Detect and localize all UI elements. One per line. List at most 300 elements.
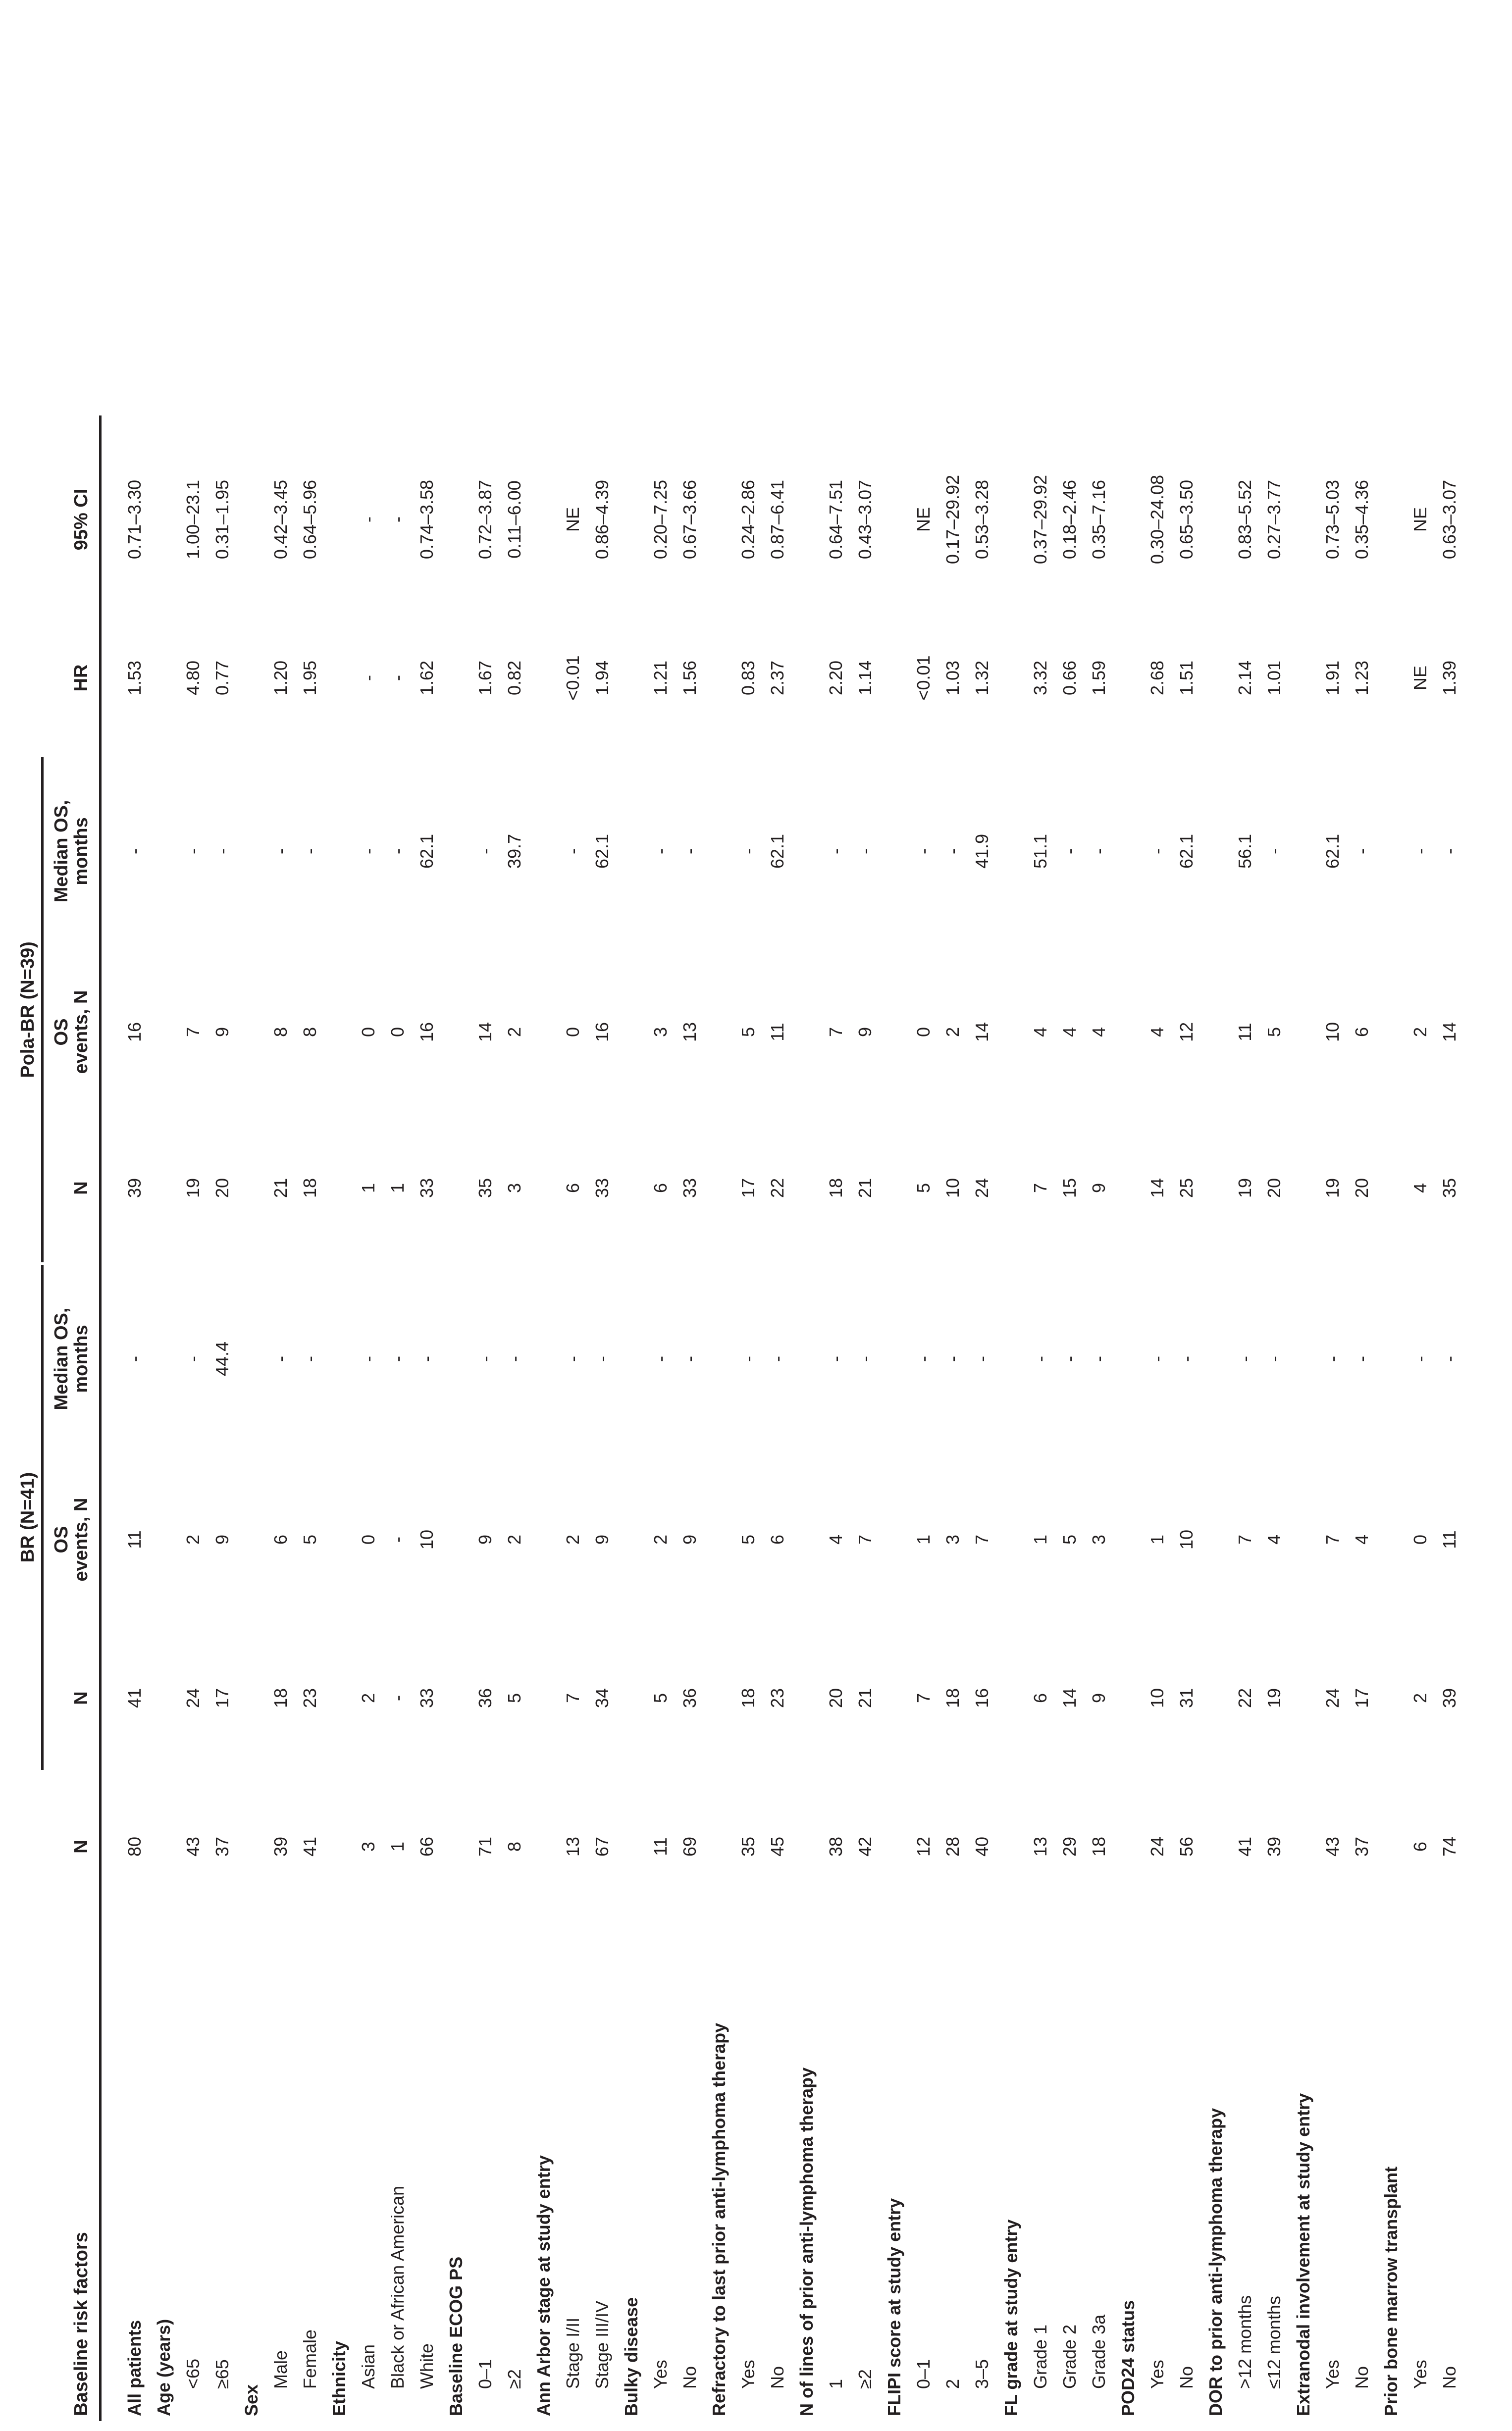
cell-pb-ev: 8 bbox=[270, 1027, 291, 1037]
cell-br-med: - bbox=[972, 1356, 992, 1362]
cell-br-med: - bbox=[1176, 1356, 1197, 1362]
cell-br-n: 36 bbox=[679, 1688, 700, 1708]
group-label: Extranodal involvement at study entry bbox=[1293, 2093, 1313, 2416]
cell-pb-med: 41.9 bbox=[972, 833, 992, 869]
cell-pb-med: - bbox=[679, 848, 700, 854]
cell-hr: 1.51 bbox=[1176, 660, 1197, 696]
cell-br-med: - bbox=[1264, 1356, 1284, 1362]
cell-br-med: - bbox=[1059, 1356, 1080, 1362]
cell-ci: 0.20–7.25 bbox=[650, 479, 671, 560]
cell-br-n: 34 bbox=[592, 1688, 612, 1708]
cell-pb-n: 10 bbox=[942, 1178, 963, 1198]
cell-n: 67 bbox=[592, 1836, 612, 1857]
cell-br-n: 24 bbox=[183, 1688, 203, 1708]
cell-br-ev: 7 bbox=[1235, 1534, 1255, 1545]
header-br-median-os-text: Median OS, months bbox=[51, 1307, 92, 1410]
cell-br-n: 17 bbox=[212, 1688, 232, 1708]
cell-ci: 0.17–29.92 bbox=[942, 474, 963, 565]
cell-pb-med: - bbox=[475, 848, 495, 854]
cell-br-med: - bbox=[387, 1356, 408, 1362]
cell-n: 37 bbox=[212, 1836, 232, 1857]
cell-br-med: - bbox=[183, 1356, 203, 1362]
cell-hr: 1.91 bbox=[1322, 660, 1343, 696]
cell-n: 42 bbox=[855, 1836, 875, 1857]
subgroup-label: Stage III/IV bbox=[592, 2300, 612, 2389]
cell-pb-med: - bbox=[650, 848, 671, 854]
cell-pb-ev: 2 bbox=[1410, 1027, 1430, 1037]
cell-ci: - bbox=[358, 517, 378, 522]
cell-hr: <0.01 bbox=[563, 655, 583, 701]
cell-n: 6 bbox=[1410, 1841, 1430, 1852]
cell-hr: - bbox=[387, 675, 408, 681]
cell-n: 13 bbox=[563, 1836, 583, 1857]
cell-br-med: - bbox=[1322, 1356, 1343, 1362]
group-label: DOR to prior anti-lymphoma therapy bbox=[1205, 2108, 1226, 2416]
cell-br-ev: 11 bbox=[1439, 1530, 1460, 1549]
cell-br-med: - bbox=[1439, 1356, 1460, 1362]
subgroup-label: 2 bbox=[942, 2379, 963, 2389]
header-br-os-events-text: OS events, N bbox=[51, 1498, 92, 1582]
cell-br-ev: 7 bbox=[1322, 1534, 1343, 1545]
cell-br-n: 20 bbox=[826, 1688, 846, 1708]
cell-pb-ev: 9 bbox=[855, 1027, 875, 1037]
cell-br-n: 18 bbox=[738, 1688, 758, 1708]
cell-br-med: - bbox=[1410, 1356, 1430, 1362]
cell-hr: 1.56 bbox=[679, 660, 700, 696]
cell-ci: 1.00–23.1 bbox=[183, 479, 203, 560]
cell-pb-n: 33 bbox=[592, 1178, 612, 1198]
cell-br-ev: 11 bbox=[124, 1530, 145, 1549]
header-br-group: BR (N=41) bbox=[17, 1472, 38, 1563]
cell-hr: 1.23 bbox=[1352, 660, 1372, 696]
cell-hr: 1.21 bbox=[650, 660, 671, 696]
subgroup-label: No bbox=[1439, 2366, 1460, 2389]
cell-pb-med: 62.1 bbox=[767, 833, 787, 869]
cell-ci: 0.87–6.41 bbox=[767, 479, 787, 560]
cell-pb-med: - bbox=[387, 848, 408, 854]
cell-br-med: - bbox=[592, 1356, 612, 1362]
cell-pb-n: 18 bbox=[826, 1178, 846, 1198]
cell-br-n: 39 bbox=[1439, 1688, 1460, 1708]
cell-br-ev: 7 bbox=[855, 1534, 875, 1545]
group-label: Age (years) bbox=[154, 2319, 174, 2416]
cell-br-n: 2 bbox=[358, 1693, 378, 1704]
cell-br-med: - bbox=[942, 1356, 963, 1362]
cell-br-ev: 1 bbox=[1030, 1534, 1050, 1545]
subgroup-label: Grade 3a bbox=[1089, 2314, 1109, 2389]
cell-pb-n: 19 bbox=[183, 1178, 203, 1198]
cell-n: 24 bbox=[1147, 1836, 1167, 1857]
cell-ci: 0.18–2.46 bbox=[1059, 479, 1080, 560]
subgroup-label: ≥2 bbox=[504, 2369, 524, 2389]
cell-hr: 1.53 bbox=[124, 660, 145, 696]
cell-pb-med: - bbox=[1264, 848, 1284, 854]
cell-br-med: - bbox=[826, 1356, 846, 1362]
group-label: All patients bbox=[124, 2320, 145, 2416]
cell-pb-med: 62.1 bbox=[592, 833, 612, 869]
cell-pb-n: 3 bbox=[504, 1183, 524, 1193]
cell-pb-med: 56.1 bbox=[1235, 833, 1255, 869]
cell-pb-n: 6 bbox=[650, 1183, 671, 1193]
cell-pb-ev: 0 bbox=[563, 1027, 583, 1037]
cell-ci: 0.72–3.87 bbox=[475, 479, 495, 560]
cell-br-n: 6 bbox=[1030, 1693, 1050, 1704]
header-baseline-risk-factors: Baseline risk factors bbox=[71, 2232, 92, 2416]
subgroup-label: White bbox=[417, 2343, 437, 2389]
cell-pb-med: 51.1 bbox=[1030, 833, 1050, 869]
cell-n: 1 bbox=[387, 1841, 408, 1852]
subgroup-label: ≥2 bbox=[855, 2369, 875, 2389]
cell-br-n: 23 bbox=[767, 1688, 787, 1708]
subgroup-label: Yes bbox=[1410, 2360, 1430, 2389]
cell-br-n: 33 bbox=[417, 1688, 437, 1708]
cell-pb-ev: 2 bbox=[504, 1027, 524, 1037]
subgroup-label: Male bbox=[270, 2350, 291, 2389]
cell-ci: 0.67–3.66 bbox=[679, 479, 700, 560]
cell-br-med: - bbox=[1235, 1356, 1255, 1362]
cell-br-med: - bbox=[855, 1356, 875, 1362]
cell-br-med: - bbox=[1089, 1356, 1109, 1362]
cell-br-ev: 5 bbox=[300, 1534, 320, 1545]
cell-br-n: 17 bbox=[1352, 1688, 1372, 1708]
cell-pb-n: 21 bbox=[270, 1178, 291, 1198]
cell-hr: 0.66 bbox=[1059, 660, 1080, 696]
cell-hr: 1.01 bbox=[1264, 660, 1284, 696]
cell-pb-n: 1 bbox=[387, 1183, 408, 1193]
cell-pb-med: - bbox=[1059, 848, 1080, 854]
cell-pb-n: 33 bbox=[417, 1178, 437, 1198]
group-label: Sex bbox=[241, 2384, 261, 2416]
subgroup-label: Asian bbox=[358, 2344, 378, 2389]
cell-n: 8 bbox=[504, 1841, 524, 1852]
cell-br-ev: 5 bbox=[738, 1534, 758, 1545]
cell-ci: 0.83–5.52 bbox=[1235, 479, 1255, 560]
cell-br-ev: 10 bbox=[417, 1529, 437, 1550]
subgroup-label: ≤12 months bbox=[1264, 2296, 1284, 2389]
cell-ci: 0.65–3.50 bbox=[1176, 479, 1197, 560]
cell-n: 43 bbox=[183, 1836, 203, 1857]
cell-hr: <0.01 bbox=[913, 655, 934, 701]
cell-pb-ev: 12 bbox=[1176, 1022, 1197, 1042]
cell-br-ev: 9 bbox=[475, 1534, 495, 1545]
cell-br-n: 7 bbox=[563, 1693, 583, 1704]
cell-br-med: - bbox=[504, 1356, 524, 1362]
cell-ci: 0.31–1.95 bbox=[212, 479, 232, 560]
cell-n: 40 bbox=[972, 1836, 992, 1857]
cell-br-n: 18 bbox=[942, 1688, 963, 1708]
cell-br-n: 10 bbox=[1147, 1688, 1167, 1708]
cell-pb-n: 20 bbox=[212, 1178, 232, 1198]
cell-ci: 0.63–3.07 bbox=[1439, 479, 1460, 560]
group-label: Ethnicity bbox=[329, 2340, 349, 2416]
cell-pb-med: - bbox=[913, 848, 934, 854]
cell-n: 80 bbox=[124, 1836, 145, 1857]
cell-br-med: 44.4 bbox=[212, 1341, 232, 1377]
cell-ci: - bbox=[387, 517, 408, 522]
subgroup-label: <65 bbox=[183, 2358, 203, 2389]
cell-n: 39 bbox=[270, 1836, 291, 1857]
cell-n: 38 bbox=[826, 1836, 846, 1857]
header-pola-n: N bbox=[71, 1181, 92, 1195]
group-label: Baseline ECOG PS bbox=[446, 2256, 466, 2416]
cell-pb-n: 1 bbox=[358, 1183, 378, 1193]
cell-pb-ev: 6 bbox=[1352, 1027, 1372, 1037]
cell-hr: 0.82 bbox=[504, 660, 524, 696]
cell-ci: NE bbox=[913, 507, 934, 532]
cell-br-n: 2 bbox=[1410, 1693, 1430, 1704]
cell-hr: 1.94 bbox=[592, 660, 612, 696]
cell-br-ev: 0 bbox=[1410, 1534, 1430, 1545]
cell-pb-med: - bbox=[563, 848, 583, 854]
cell-hr: 1.03 bbox=[942, 660, 963, 696]
cell-br-med: - bbox=[767, 1356, 787, 1362]
cell-br-n: - bbox=[387, 1695, 408, 1701]
cell-pb-ev: 0 bbox=[387, 1027, 408, 1037]
subgroup-label: No bbox=[679, 2366, 700, 2389]
group-label: FLIPI score at study entry bbox=[884, 2198, 904, 2416]
group-label: N of lines of prior anti-lymphoma therapy bbox=[796, 2067, 817, 2416]
cell-pb-med: - bbox=[124, 848, 145, 854]
cell-br-ev: 4 bbox=[1264, 1534, 1284, 1545]
cell-pb-ev: 0 bbox=[358, 1027, 378, 1037]
cell-ci: NE bbox=[1410, 507, 1430, 532]
cell-pb-med: - bbox=[270, 848, 291, 854]
cell-pb-ev: 9 bbox=[212, 1027, 232, 1037]
cell-ci: 0.43–3.07 bbox=[855, 479, 875, 560]
cell-hr: 0.77 bbox=[212, 660, 232, 696]
subgroup-label: 3–5 bbox=[972, 2359, 992, 2389]
subgroup-label: Stage I/II bbox=[563, 2317, 583, 2389]
cell-br-ev: 6 bbox=[270, 1534, 291, 1545]
subgroup-label: No bbox=[767, 2366, 787, 2389]
group-label: FL grade at study entry bbox=[1001, 2219, 1021, 2416]
cell-pb-med: - bbox=[1439, 848, 1460, 854]
cell-br-med: - bbox=[738, 1356, 758, 1362]
cell-n: 13 bbox=[1030, 1836, 1050, 1857]
cell-n: 71 bbox=[475, 1836, 495, 1857]
cell-br-med: - bbox=[913, 1356, 934, 1362]
cell-hr: 1.59 bbox=[1089, 660, 1109, 696]
cell-pb-med: - bbox=[1089, 848, 1109, 854]
cell-n: 35 bbox=[738, 1836, 758, 1857]
cell-n: 66 bbox=[417, 1836, 437, 1857]
cell-br-n: 7 bbox=[913, 1693, 934, 1704]
cell-pb-med: - bbox=[738, 848, 758, 854]
subgroup-label: Female bbox=[300, 2329, 320, 2389]
cell-pb-ev: 16 bbox=[417, 1022, 437, 1042]
header-total-n: N bbox=[71, 1840, 92, 1854]
cell-n: 29 bbox=[1059, 1836, 1080, 1857]
subgroup-label: Grade 1 bbox=[1030, 2324, 1050, 2389]
cell-n: 28 bbox=[942, 1836, 963, 1857]
cell-br-med: - bbox=[270, 1356, 291, 1362]
cell-br-ev: 2 bbox=[563, 1534, 583, 1545]
cell-pb-ev: 5 bbox=[1264, 1027, 1284, 1037]
subgroup-label: Grade 2 bbox=[1059, 2324, 1080, 2389]
cell-hr: 1.14 bbox=[855, 660, 875, 696]
cell-pb-med: 39.7 bbox=[504, 833, 524, 869]
cell-hr: 1.62 bbox=[417, 660, 437, 696]
cell-n: 11 bbox=[650, 1837, 671, 1856]
cell-hr: 2.14 bbox=[1235, 660, 1255, 696]
cell-br-ev: 9 bbox=[679, 1534, 700, 1545]
cell-br-med: - bbox=[1030, 1356, 1050, 1362]
cell-pb-med: - bbox=[358, 848, 378, 854]
cell-pb-n: 25 bbox=[1176, 1178, 1197, 1198]
cell-n: 41 bbox=[300, 1836, 320, 1857]
cell-n: 37 bbox=[1352, 1836, 1372, 1857]
cell-hr: 0.83 bbox=[738, 660, 758, 696]
header-pola-group: Pola-BR (N=39) bbox=[17, 941, 38, 1078]
cell-ci: 0.30–24.08 bbox=[1147, 474, 1167, 565]
cell-br-ev: 10 bbox=[1176, 1529, 1197, 1550]
cell-hr: 1.32 bbox=[972, 660, 992, 696]
cell-pb-ev: 10 bbox=[1322, 1022, 1343, 1042]
cell-pb-n: 39 bbox=[124, 1178, 145, 1198]
cell-br-ev: - bbox=[387, 1537, 408, 1543]
cell-br-med: - bbox=[300, 1356, 320, 1362]
cell-br-ev: 6 bbox=[767, 1534, 787, 1545]
cell-br-n: 16 bbox=[972, 1688, 992, 1708]
cell-br-med: - bbox=[475, 1356, 495, 1362]
cell-pb-n: 20 bbox=[1264, 1178, 1284, 1198]
group-label: Ann Arbor stage at study entry bbox=[533, 2155, 554, 2416]
cell-pb-ev: 14 bbox=[1439, 1022, 1460, 1042]
cell-pb-ev: 13 bbox=[679, 1022, 700, 1042]
cell-ci: 0.37–29.92 bbox=[1030, 474, 1050, 565]
cell-br-n: 31 bbox=[1176, 1688, 1197, 1708]
cell-pb-ev: 8 bbox=[300, 1027, 320, 1037]
cell-pb-ev: 2 bbox=[942, 1027, 963, 1037]
cell-pb-med: 62.1 bbox=[1176, 833, 1197, 869]
cell-pb-ev: 11 bbox=[767, 1023, 787, 1041]
subgroup-label: Yes bbox=[650, 2360, 671, 2389]
subgroup-label: Yes bbox=[1322, 2360, 1343, 2389]
cell-n: 69 bbox=[679, 1836, 700, 1857]
cell-ci: 0.11–6.00 bbox=[504, 480, 524, 559]
cell-pb-med: - bbox=[300, 848, 320, 854]
cell-ci: 0.64–7.51 bbox=[826, 479, 846, 560]
header-pola-os-events-text: OS events, N bbox=[51, 990, 92, 1074]
cell-br-ev: 3 bbox=[1089, 1534, 1109, 1545]
cell-br-med: - bbox=[358, 1356, 378, 1362]
cell-hr: 1.95 bbox=[300, 660, 320, 696]
subgroup-label: No bbox=[1176, 2366, 1197, 2389]
cell-n: 74 bbox=[1439, 1836, 1460, 1857]
cell-ci: 0.86–4.39 bbox=[592, 479, 612, 560]
cell-pb-n: 18 bbox=[300, 1178, 320, 1198]
cell-pb-ev: 4 bbox=[1030, 1027, 1050, 1037]
cell-br-ev: 1 bbox=[1147, 1534, 1167, 1545]
cell-ci: 0.24–2.86 bbox=[738, 479, 758, 560]
cell-pb-n: 4 bbox=[1410, 1183, 1430, 1193]
cell-br-ev: 0 bbox=[358, 1534, 378, 1545]
cell-br-med: - bbox=[650, 1356, 671, 1362]
cell-br-ev: 4 bbox=[1352, 1534, 1372, 1545]
cell-br-ev: 5 bbox=[1059, 1534, 1080, 1545]
cell-n: 39 bbox=[1264, 1836, 1284, 1857]
cell-n: 41 bbox=[1235, 1836, 1255, 1857]
cell-ci: 0.35–4.36 bbox=[1352, 479, 1372, 560]
subgroup-label: ≥65 bbox=[212, 2359, 232, 2389]
cell-pb-n: 33 bbox=[679, 1178, 700, 1198]
cell-hr: - bbox=[358, 675, 378, 681]
cell-pb-med: 62.1 bbox=[1322, 833, 1343, 869]
cell-pb-n: 21 bbox=[855, 1178, 875, 1198]
cell-pb-ev: 11 bbox=[1235, 1023, 1255, 1041]
cell-pb-ev: 16 bbox=[592, 1022, 612, 1042]
cell-pb-n: 24 bbox=[972, 1178, 992, 1198]
cell-br-ev: 2 bbox=[504, 1534, 524, 1545]
cell-ci: 0.71–3.30 bbox=[124, 479, 145, 560]
subgroup-label: Black or African American bbox=[387, 2185, 408, 2389]
cell-br-n: 5 bbox=[650, 1693, 671, 1704]
cell-br-n: 22 bbox=[1235, 1688, 1255, 1708]
cell-ci: NE bbox=[563, 507, 583, 532]
subgroup-label: Yes bbox=[738, 2360, 758, 2389]
cell-br-med: - bbox=[1147, 1356, 1167, 1362]
cell-pb-n: 17 bbox=[738, 1178, 758, 1198]
cell-ci: 0.35–7.16 bbox=[1089, 479, 1109, 560]
cell-br-med: - bbox=[1352, 1356, 1372, 1362]
cell-br-n: 36 bbox=[475, 1688, 495, 1708]
header-pola-median-os-text: Median OS, months bbox=[51, 800, 92, 903]
cell-pb-n: 22 bbox=[767, 1178, 787, 1198]
cell-hr: 1.67 bbox=[475, 660, 495, 696]
cell-n: 56 bbox=[1176, 1836, 1197, 1857]
cell-n: 45 bbox=[767, 1836, 787, 1857]
cell-br-med: - bbox=[679, 1356, 700, 1362]
cell-pb-n: 19 bbox=[1235, 1178, 1255, 1198]
cell-ci: 0.42–3.45 bbox=[270, 479, 291, 560]
subgroup-label: 1 bbox=[826, 2379, 846, 2389]
cell-hr: 1.39 bbox=[1439, 660, 1460, 696]
cell-pb-med: 62.1 bbox=[417, 833, 437, 869]
cell-pb-ev: 0 bbox=[913, 1027, 934, 1037]
cell-hr: 4.80 bbox=[183, 660, 203, 696]
cell-pb-med: - bbox=[183, 848, 203, 854]
cell-br-ev: 7 bbox=[972, 1534, 992, 1545]
cell-pb-med: - bbox=[1147, 848, 1167, 854]
cell-pb-ev: 3 bbox=[650, 1027, 671, 1037]
cell-br-ev: 1 bbox=[913, 1534, 934, 1545]
cell-n: 43 bbox=[1322, 1836, 1343, 1857]
cell-pb-n: 19 bbox=[1322, 1178, 1343, 1198]
subgroup-label: >12 months bbox=[1235, 2295, 1255, 2389]
cell-pb-med: - bbox=[212, 848, 232, 854]
cell-br-n: 5 bbox=[504, 1693, 524, 1704]
cell-pb-n: 5 bbox=[913, 1183, 934, 1193]
cell-hr: 2.20 bbox=[826, 660, 846, 696]
cell-pb-ev: 16 bbox=[124, 1022, 145, 1042]
cell-ci: 0.74–3.58 bbox=[417, 479, 437, 560]
header-br-n: N bbox=[71, 1691, 92, 1705]
cell-pb-n: 35 bbox=[475, 1178, 495, 1198]
cell-pb-ev: 4 bbox=[1147, 1027, 1167, 1037]
cell-pb-med: - bbox=[942, 848, 963, 854]
subgroup-label: Yes bbox=[1147, 2360, 1167, 2389]
cell-pb-n: 14 bbox=[1147, 1178, 1167, 1198]
cell-pb-n: 7 bbox=[1030, 1183, 1050, 1193]
cell-br-n: 21 bbox=[855, 1688, 875, 1708]
cell-pb-med: - bbox=[826, 848, 846, 854]
cell-pb-ev: 5 bbox=[738, 1027, 758, 1037]
cell-n: 18 bbox=[1089, 1836, 1109, 1857]
cell-br-n: 9 bbox=[1089, 1693, 1109, 1704]
cell-br-ev: 9 bbox=[592, 1534, 612, 1545]
cell-hr: NE bbox=[1410, 666, 1430, 691]
cell-br-n: 19 bbox=[1264, 1688, 1284, 1708]
